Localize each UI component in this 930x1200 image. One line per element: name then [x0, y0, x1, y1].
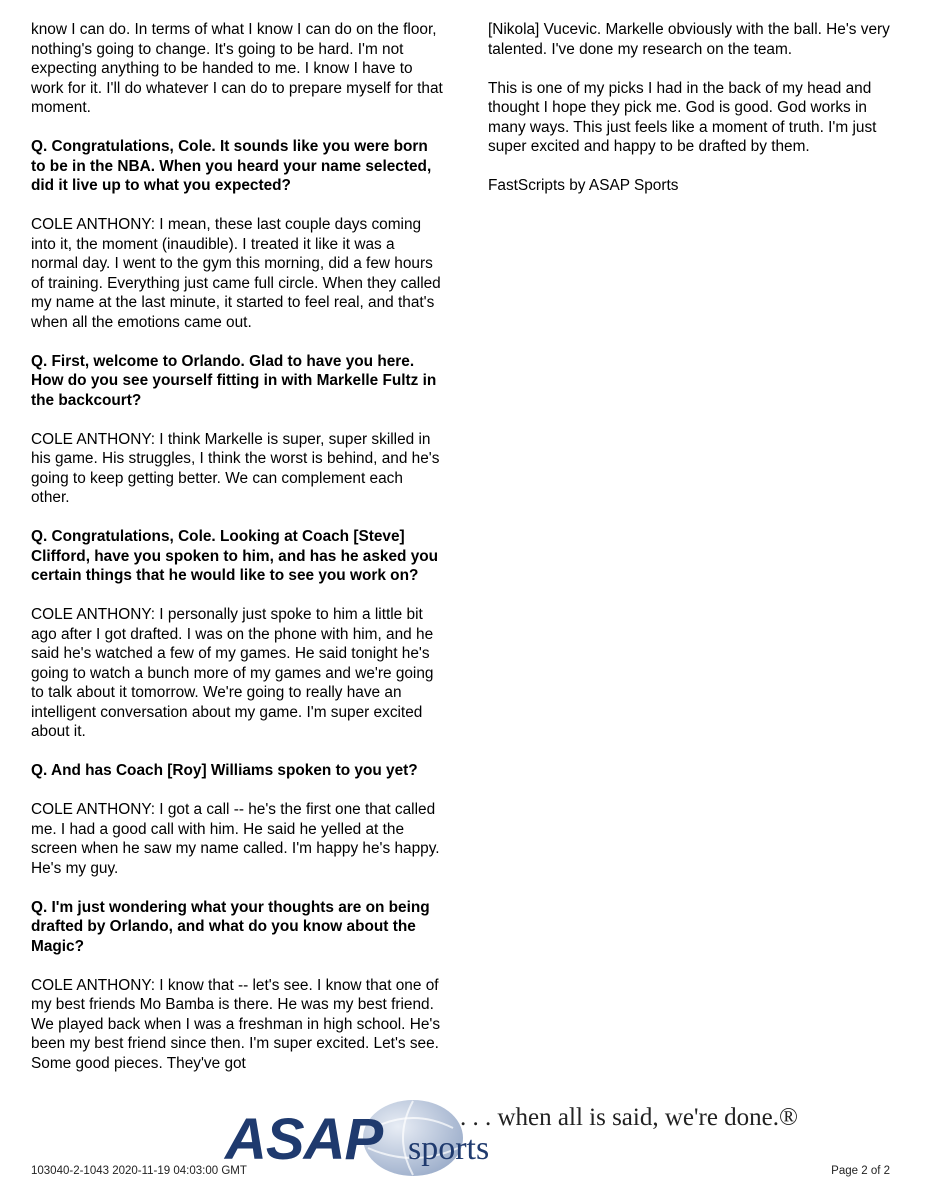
answer-paragraph: COLE ANTHONY: I know that -- let's see. I know that one of my best friends Mo Bamba is there. He was my best friend. We played back when I was a freshman in high school. He's been my best friend since then. I'm super excited. Let's see. Some good pieces. They've got	[31, 976, 441, 1072]
question-paragraph: Q. I'm just wondering what your thoughts are on being drafted by Orlando, and what do you know about the Magic?	[31, 898, 430, 955]
transcript-left-column	[31, 20, 445, 1093]
answer-paragraph: COLE ANTHONY: I personally just spoke to him a little bit ago after I got drafted. I was on the phone with him, and he said he's watched a few of my games. He said tonight he's going to watch a bunch more of my games and we're going to talk about it tomorrow. We're going to really have an intelligent conversation about my game. I'm super excited about it.	[31, 606, 434, 740]
asap-sports-logo	[225, 1098, 799, 1178]
answer-paragraph: COLE ANTHONY: I mean, these last couple days coming into it, the moment (inaudible). I treated it like it was a normal day. I went to the gym this morning, did a few hours of training. Everything just came full circle. When they called my name at the last minute, it started to feel real, and that's when all the emotions came out.	[31, 216, 441, 331]
question-paragraph: Q. Congratulations, Cole. Looking at Coach [Steve] Clifford, have you spoken to him, and has he asked you certain things that he would like to see you work on?	[31, 528, 439, 584]
logo-sports-text: sports	[408, 1130, 490, 1167]
transcript-right-column	[488, 20, 903, 215]
logo-asap-text: ASAP	[225, 1107, 383, 1172]
answer-paragraph: COLE ANTHONY: I think Markelle is super, super skilled in his game. His struggles, I think the worst is behind, and he's going to keep getting better. We can complement each other.	[31, 430, 440, 506]
question-paragraph: Q. And has Coach [Roy] Williams spoken to you yet?	[31, 762, 418, 779]
answer-paragraph: This is one of my picks I had in the back of my head and thought I hope they pick me. God is good. God works in many ways. This just feels like a moment of truth. I'm just super excited and happy to be drafted by them.	[488, 79, 877, 155]
document-id: 103040-2-1043 2020-11-19 04:03:00 GMT	[31, 1165, 247, 1177]
page-number: Page 2 of 2	[831, 1165, 890, 1177]
logo-tagline: . . . when all is said, we're done.®	[460, 1104, 799, 1131]
answer-paragraph: know I can do. In terms of what I know I can do on the floor, nothing's going to change. It's going to be hard. I'm not expecting anything to be handed to me. I know I have to work for it. I'll do whatever I can do to prepare myself for that moment.	[31, 21, 443, 116]
question-paragraph: Q. First, welcome to Orlando. Glad to have you here. How do you see yourself fitting in with Markelle Fultz in the backcourt?	[31, 352, 437, 409]
answer-paragraph: COLE ANTHONY: I got a call -- he's the first one that called me. I had a good call with him. He said he yelled at the screen when he saw my name called. I'm happy he's happy. He's my guy.	[31, 801, 440, 877]
credit-line: FastScripts by ASAP Sports	[488, 177, 679, 194]
question-paragraph: Q. Congratulations, Cole. It sounds like you were born to be in the NBA. When you heard your name selected, did it live up to what you expected?	[31, 138, 432, 194]
answer-paragraph: [Nikola] Vucevic. Markelle obviously with the ball. He's very talented. I've done my research on the team.	[488, 21, 890, 58]
